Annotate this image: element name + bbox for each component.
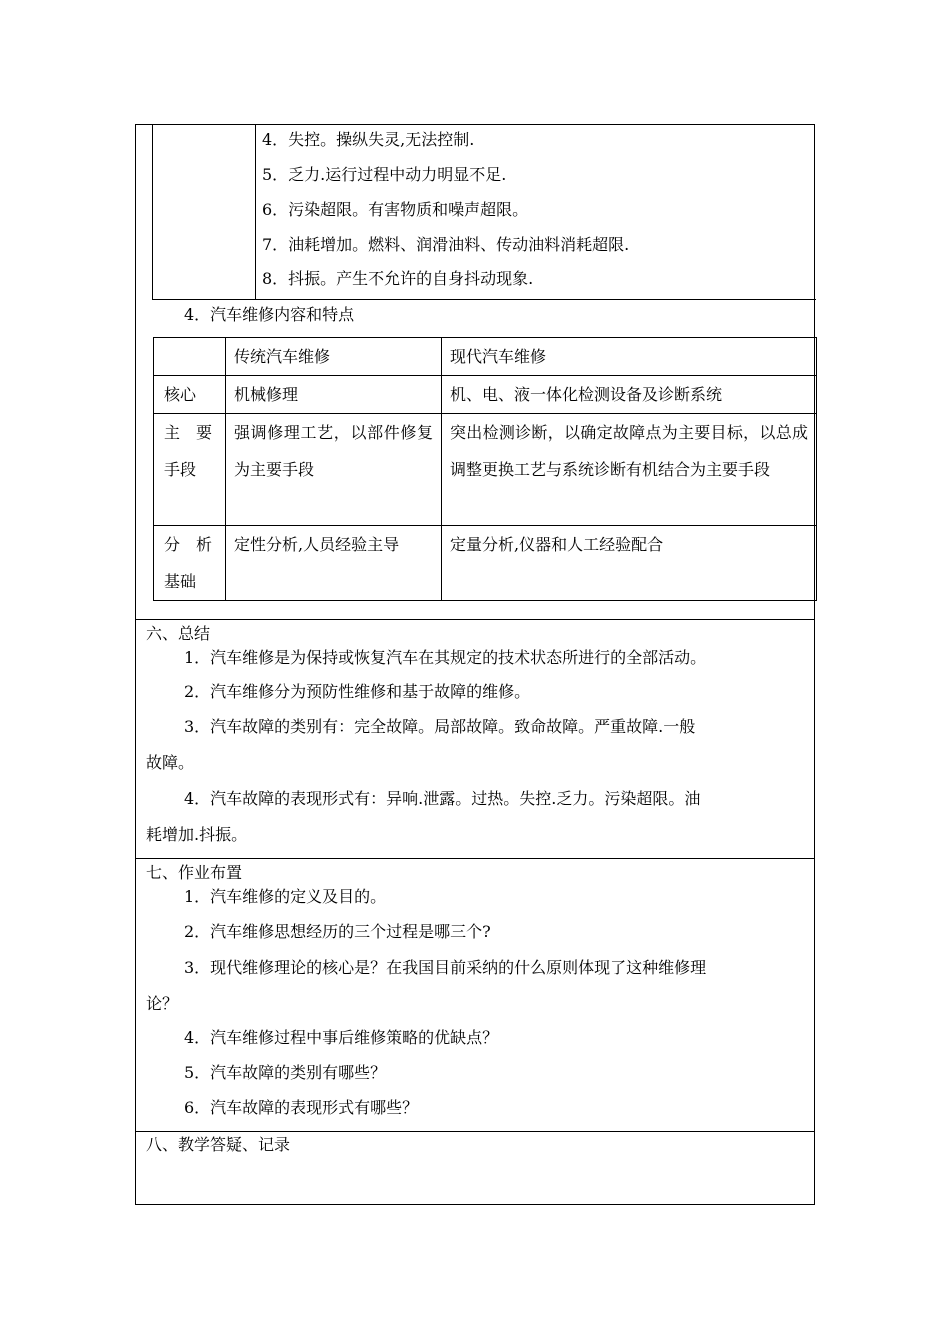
table-row xyxy=(154,376,817,414)
modern-cell: 定量分析,仪器和人工经验配合 xyxy=(442,526,817,601)
traditional-cell: 机械修理 xyxy=(226,376,442,414)
row-label-basis xyxy=(154,526,226,601)
homework-item: 1．汽车维修的定义及目的。 xyxy=(184,887,387,906)
table-row xyxy=(154,526,817,601)
summary-item-continued: 耗增加.抖振。 xyxy=(146,825,248,844)
traditional-cell: 强调修理工艺，以部件修复为主要手段 xyxy=(226,414,442,526)
row-label-line: 基础 xyxy=(164,572,197,591)
table-row xyxy=(154,414,817,526)
homework-item: 6．汽车故障的表现形式有哪些？ xyxy=(184,1098,419,1117)
summary-title: 六、总结 xyxy=(146,624,211,643)
modern-cell: 机、电、液一体化检测设备及诊断系统 xyxy=(442,376,817,414)
section-divider xyxy=(136,858,814,859)
summary-item: 4．汽车故障的表现形式有：异响.泄露。过热。失控.乏力。污染超限。油 xyxy=(184,789,701,808)
summary-item: 3．汽车故障的类别有：完全故障。局部故障。致命故障。严重故障.一般 xyxy=(184,717,696,736)
homework-item: 5．汽车故障的类别有哪些？ xyxy=(184,1063,387,1082)
row-label-core: 核心 xyxy=(154,376,226,414)
row-label-line: 主 要 xyxy=(164,423,213,442)
homework-title: 七、作业布置 xyxy=(146,863,243,882)
summary-item: 2．汽车维修分为预防性维修和基于故障的维修。 xyxy=(184,682,531,701)
homework-item: 4．汽车维修过程中事后维修策略的优缺点？ xyxy=(184,1028,499,1047)
homework-item-continued: 论？ xyxy=(146,994,179,1013)
row-label-line: 分 析 xyxy=(164,535,213,554)
header-traditional: 传统汽车维修 xyxy=(226,338,442,376)
maintenance-comparison-table xyxy=(153,337,817,601)
summary-item-continued: 故障。 xyxy=(146,753,195,772)
fault-form-item: 4．失控。操纵失灵,无法控制. xyxy=(262,130,475,149)
section-divider xyxy=(136,1131,814,1132)
modern-cell: 突出检测诊断，以确定故障点为主要目标，以总成调整更换工艺与系统诊断有机结合为主要手段 xyxy=(442,414,817,526)
fault-form-item: 6．污染超限。有害物质和噪声超限。 xyxy=(262,200,529,219)
section-4-title: 4．汽车维修内容和特点 xyxy=(184,305,355,324)
table-header-row xyxy=(154,338,817,376)
header-modern: 现代汽车维修 xyxy=(442,338,817,376)
fault-form-item: 8．抖振。产生不允许的自身抖动现象. xyxy=(262,269,534,288)
qa-title: 八、教学答疑、记录 xyxy=(146,1135,291,1154)
fault-form-item: 5．乏力.运行过程中动力明显不足. xyxy=(262,165,507,184)
header-empty-cell xyxy=(154,338,226,376)
traditional-cell: 定性分析,人员经验主导 xyxy=(226,526,442,601)
homework-item: 3．现代维修理论的核心是？在我国目前采纳的什么原则体现了这种维修理 xyxy=(184,958,707,977)
fault-form-item: 7．油耗增加。燃料、润滑油料、传动油料消耗超限. xyxy=(262,235,630,254)
row-label-line: 手段 xyxy=(164,460,197,479)
homework-item: 2．汽车维修思想经历的三个过程是哪三个? xyxy=(184,922,491,941)
row-label-means xyxy=(154,414,226,526)
section-divider xyxy=(136,619,814,620)
lesson-plan-table xyxy=(135,124,815,1205)
summary-item: 1．汽车维修是为保持或恢复汽车在其规定的技术状态所进行的全部活动。 xyxy=(184,648,707,667)
column-divider xyxy=(255,124,256,299)
